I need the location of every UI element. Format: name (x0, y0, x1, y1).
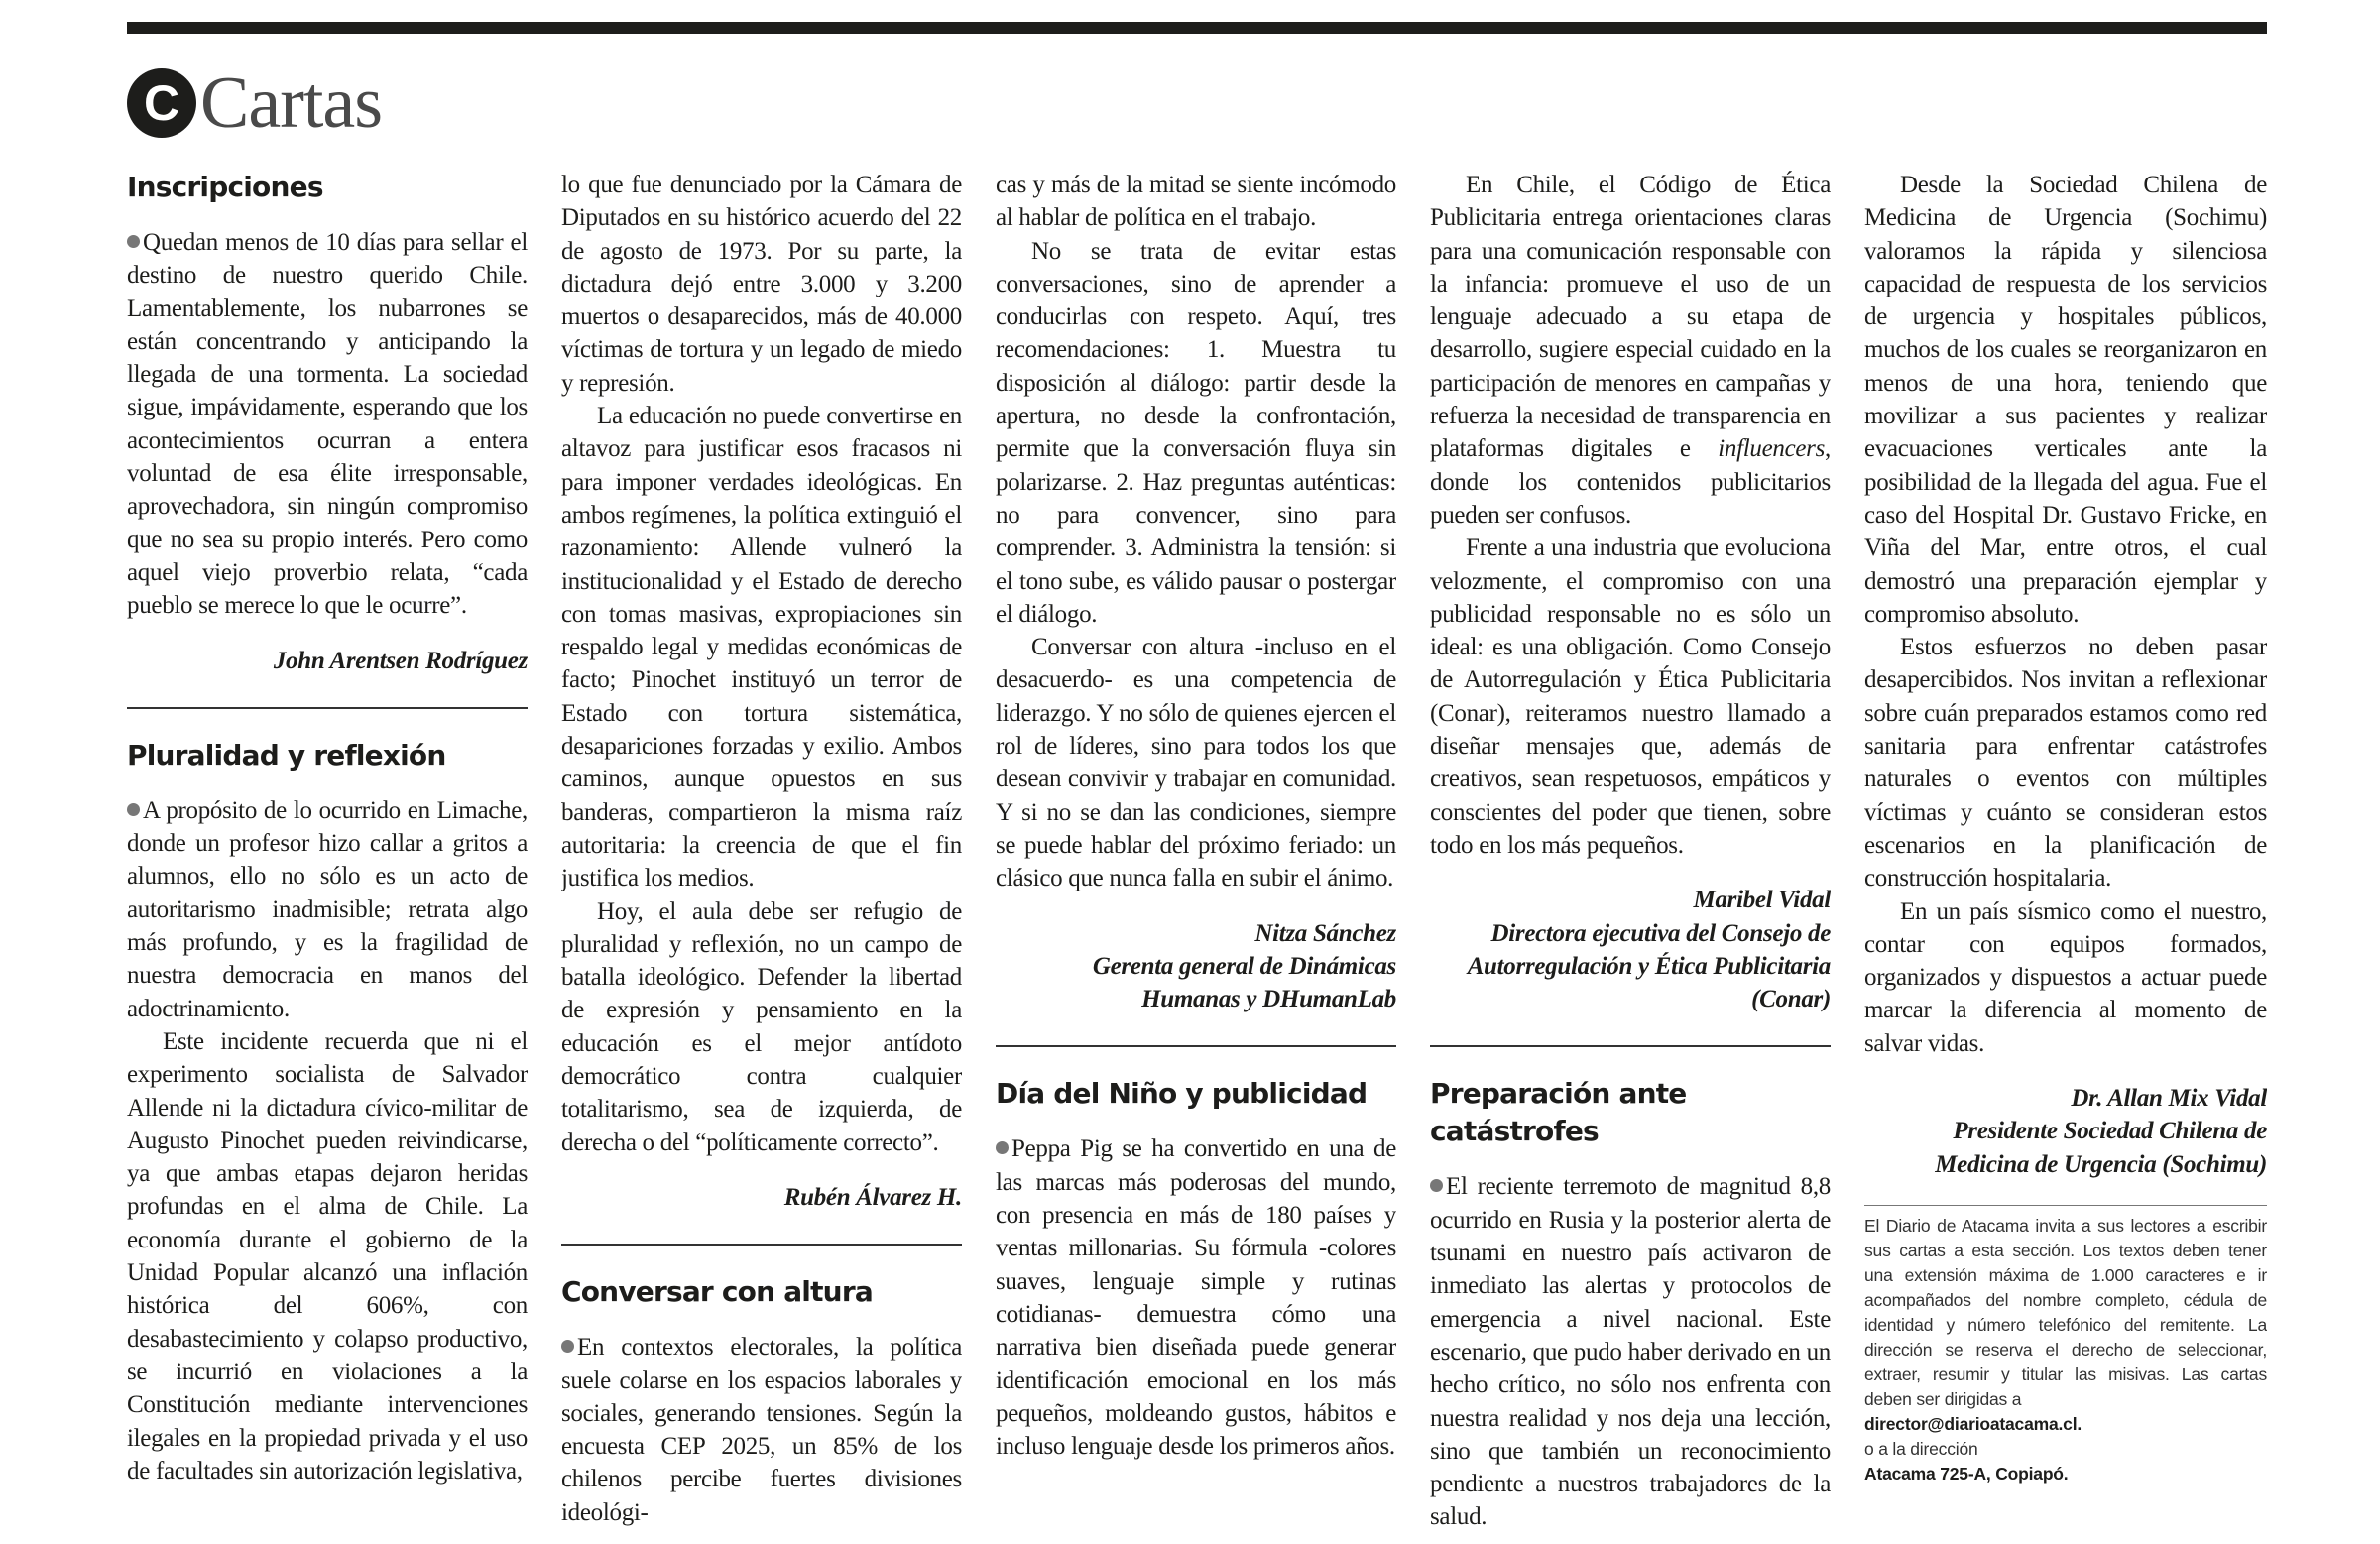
letter-paragraph: Este incidente recuerda que ni el experimento socialista de Salvador Allende ni la dictadura cívico-militar de Augusto Pinochet pueden reivindicarse, ya que ambas etapas dejaron heridas profundas en el alma de Chile. La economía durante el gobierno de la Unidad Popular alcanzó una inflación histórica del 606%, con desabastecimiento y colapso productivo, se incurrió en violaciones a la Constitución mediante intervenciones ilegales en la propiedad privada y el uso de facultades sin autorización legislativa, (127, 1027, 528, 1485)
submission-note (1864, 1214, 2267, 1486)
letter-signature: John Arentsen Rodríguez (273, 647, 528, 674)
contact-address: Atacama 725-A, Copiapó. (1864, 1463, 2069, 1484)
section-logo: C (127, 68, 196, 138)
letter-signature: Dr. Allan Mix Vidal (2071, 1085, 2267, 1113)
letter-heading-preparacion: Preparación ante catástrofes (1430, 1077, 1687, 1148)
letter-heading-dia-del-nino: Día del Niño y publicidad (996, 1077, 1368, 1111)
letter-divider (561, 1244, 962, 1246)
letter-signature-role: Gerenta general de Dinámicas Humanas y DHumanLab (1092, 952, 1396, 1013)
submission-note-or: o a la dirección (1864, 1438, 1978, 1459)
letter-paragraph: No se trata de evitar estas conversaciones, sino de aprender a conducirlas con respeto. Aquí, tres recomendaciones: 1. Muestra tu disposición al diálogo: partir desde la apertura, no desde la confrontación, permite que la conversación fluya sin polarizarse. 2. Haz preguntas auténticas: no para convencer, sino para comprender. 3. Administra la tensión: si el tono sube, es válido pausar o postergar el diálogo. (996, 237, 1396, 628)
letter-paragraph: Conversar con altura -incluso en el desacuerdo- es una competencia de liderazgo. Y no sólo de quienes ejercen el rol de líderes, sino para todos los que desean convivir y trabajar en comunidad. Y si no se dan las condiciones, siempre se puede hablar del próximo feriado: un clásico que nunca falla en subir el ánimo. (996, 634, 1396, 892)
letter-divider (127, 707, 528, 709)
letter-paragraph: Peppa Pig se ha convertido en una de las marcas más poderosas del mundo, con presencia en más de 180 países y ventas millonarias. Su fórmula -colores suaves, lenguaje simple y rutinas cotidianas- demuestra cómo una narrativa bien diseñada puede generar identificación emocional en los más pequeños, moldeando gustos, hábitos e incluso lenguaje desde los primeros años. (996, 1135, 1396, 1461)
letter-paragraph: En Chile, el Código de Ética Publicitaria entrega orientaciones claras para una comunicación responsable con la infancia: promueve el uso de un lenguaje adecuado a su etapa de desarrollo, sugiere especial cuidado en la participación de menores en campañas y refuerza la necesidad de transparencia en plataformas digitales e influencers, donde los contenidos publicitarios pueden ser confusos. (1430, 172, 1831, 529)
letter-heading-pluralidad: Pluralidad y reflexión (127, 738, 446, 772)
section-title: Cartas (200, 62, 383, 144)
column-3 (996, 169, 1396, 1544)
letter-signature-role: Directora ejecutiva del Consejo de Autorregulación y Ética Publicitaria (Conar) (1467, 919, 1831, 1013)
letter-signature: Maribel Vidal (1693, 887, 1831, 914)
bullet-icon (1430, 1179, 1443, 1192)
letter-paragraph: A propósito de lo ocurrido en Limache, donde un profesor hizo callar a gritos a alumnos, ello no sólo es un acto de autoritarismo inadmisible; retrata algo más profundo, y es la fragilidad de nuestra democracia en manos del adoctrinamiento. (127, 796, 528, 1022)
letter-divider (996, 1045, 1396, 1047)
letter-signature-role: Presidente Sociedad Chilena de Medicina de Urgencia (Sochimu) (1935, 1118, 2267, 1178)
section-masthead (127, 61, 382, 145)
bullet-icon (127, 235, 140, 248)
letter-paragraph: cas y más de la mitad se siente incómodo al hablar de política en el trabajo. (996, 172, 1396, 232)
letter-paragraph: Desde la Sociedad Chilena de Medicina de Urgencia (Sochimu) valoramos la rápida y silenciosa capacidad de respuesta de los servicios de urgencia y hospitales públicos, muchos de los cuales se reorganizaron en menos de una hora, teniendo que movilizar a sus pacientes y realizar evacuaciones verticales ante la posibilidad de la llegada del agua. Fue el caso del Hospital Dr. Gustavo Fricke, en Viña del Mar, entre otros, el cual demostró una preparación ejemplar y compromiso absoluto. (1864, 172, 2267, 628)
bullet-icon (561, 1340, 574, 1353)
letter-paragraph: Frente a una industria que evoluciona velozmente, el compromiso con una publicidad responsable no es sólo un ideal: es una obligación. Como Consejo de Autorregulación y Ética Publicitaria (Conar), reiteramos nuestro llamado a diseñar mensajes que, además de creativos, sean respetuosos, empáticos y conscientes del poder que tienen, sobre todo en los más pequeños. (1430, 534, 1831, 859)
bullet-icon (127, 803, 140, 816)
note-divider (1864, 1205, 2267, 1206)
letter-paragraph: Estos esfuerzos no deben pasar desapercibidos. Nos invitan a reflexionar sobre cuán preparados estamos como red sanitaria para enfrentar catástrofes naturales o eventos con múltiples víctimas y cuánto se consideran estos escenarios en la planificación de construcción hospitalaria. (1864, 634, 2267, 892)
column-5 (1864, 169, 2267, 1544)
contact-email: director@diarioatacama.cl. (1864, 1413, 2082, 1434)
letter-heading-conversar: Conversar con altura (561, 1275, 873, 1309)
letter-paragraph: En un país sísmico como el nuestro, contar con equipos formados, organizados y dispuestos a actuar puede marcar la diferencia al momento de salvar vidas. (1864, 897, 2267, 1057)
column-1 (127, 169, 528, 1544)
submission-note-text: El Diario de Atacama invita a sus lectores a escribir sus cartas a esta sección. Los textos deben tener una extensión máxima de 1.000 caracteres e ir acompañados del nombre completo, cédula de identidad y número telefónico del remitente. La dirección se reserva el derecho de seleccionar, extraer, resumir y titular las misivas. Las cartas deben ser dirigidas a (1864, 1215, 2267, 1409)
letter-paragraph: Quedan menos de 10 días para sellar el destino de nuestro querido Chile. Lamentablemente, los nubarrones se están concentrando y anticipando la llegada de una tormenta. La sociedad sigue, impávidamente, esperando que los acontecimientos ocurran a entera voluntad de esa élite irresponsable, aprovechadora, sin ningún compromiso que no sea su propio interés. Pero como aquel viejo proverbio relata, “cada pueblo se merece lo que le ocurre”. (127, 229, 528, 620)
letter-divider (1430, 1045, 1831, 1047)
letter-signature: Nitza Sánchez (1254, 919, 1396, 947)
column-2 (561, 169, 962, 1544)
letter-paragraph: lo que fue denunciado por la Cámara de Diputados en su histórico acuerdo del 22 de agosto de 1973. Por su parte, la dictadura dejó entre 3.000 y 3.200 muertos o desaparecidos, más de 40.000 víctimas de tortura y un legado de miedo y represión. (561, 172, 962, 397)
top-rule (127, 22, 2267, 34)
letter-paragraph: La educación no puede convertirse en altavoz para justificar esos fracasos ni para imponer verdades ideológicas. En ambos regímenes, la política extinguió el razonamiento: Allende vulneró la institucionalidad y el Estado de derecho con tomas masivas, expropiaciones sin respaldo legal y medidas económicas de facto; Pinochet instituyó un terror de Estado con tortura sistemática, desapariciones forzadas y exilio. Ambos caminos, aunque opuestos en sus banderas, compartieron la misma raíz autoritaria: la creencia de que el fin justifica los medios. (561, 403, 962, 892)
letter-signature: Rubén Álvarez H. (783, 1183, 962, 1211)
letter-paragraph: Hoy, el aula debe ser refugio de pluralidad y reflexión, no un campo de batalla ideológico. Defender la libertad de expresión y pensamiento en la educación es el mejor antídoto democrático contra cualquier totalitarismo, sea de izquierda, de derecha o del “políticamente correcto”. (561, 897, 962, 1156)
bullet-icon (996, 1141, 1009, 1154)
letter-paragraph: El reciente terremoto de magnitud 8,8 ocurrido en Rusia y la posterior alerta de tsunami en nuestro país activaron de inmediato las alertas y protocolos de emergencia a nivel nacional. Este escenario, que pudo haber derivado en un hecho crítico, no sólo nos enfrenta con nuestra realidad y nos deja una lección, sino que también un reconocimiento pendiente a nuestros trabajadores de la salud. (1430, 1173, 1831, 1531)
letter-paragraph: En contextos electorales, la política suele colarse en los espacios laborales y sociales, generando tensiones. Según la encuesta CEP 2025, un 85% de los chilenos percibe fuertes divisiones ideológi- (561, 1334, 962, 1526)
column-4 (1430, 169, 1831, 1544)
letter-heading-inscripciones: Inscripciones (127, 171, 323, 203)
